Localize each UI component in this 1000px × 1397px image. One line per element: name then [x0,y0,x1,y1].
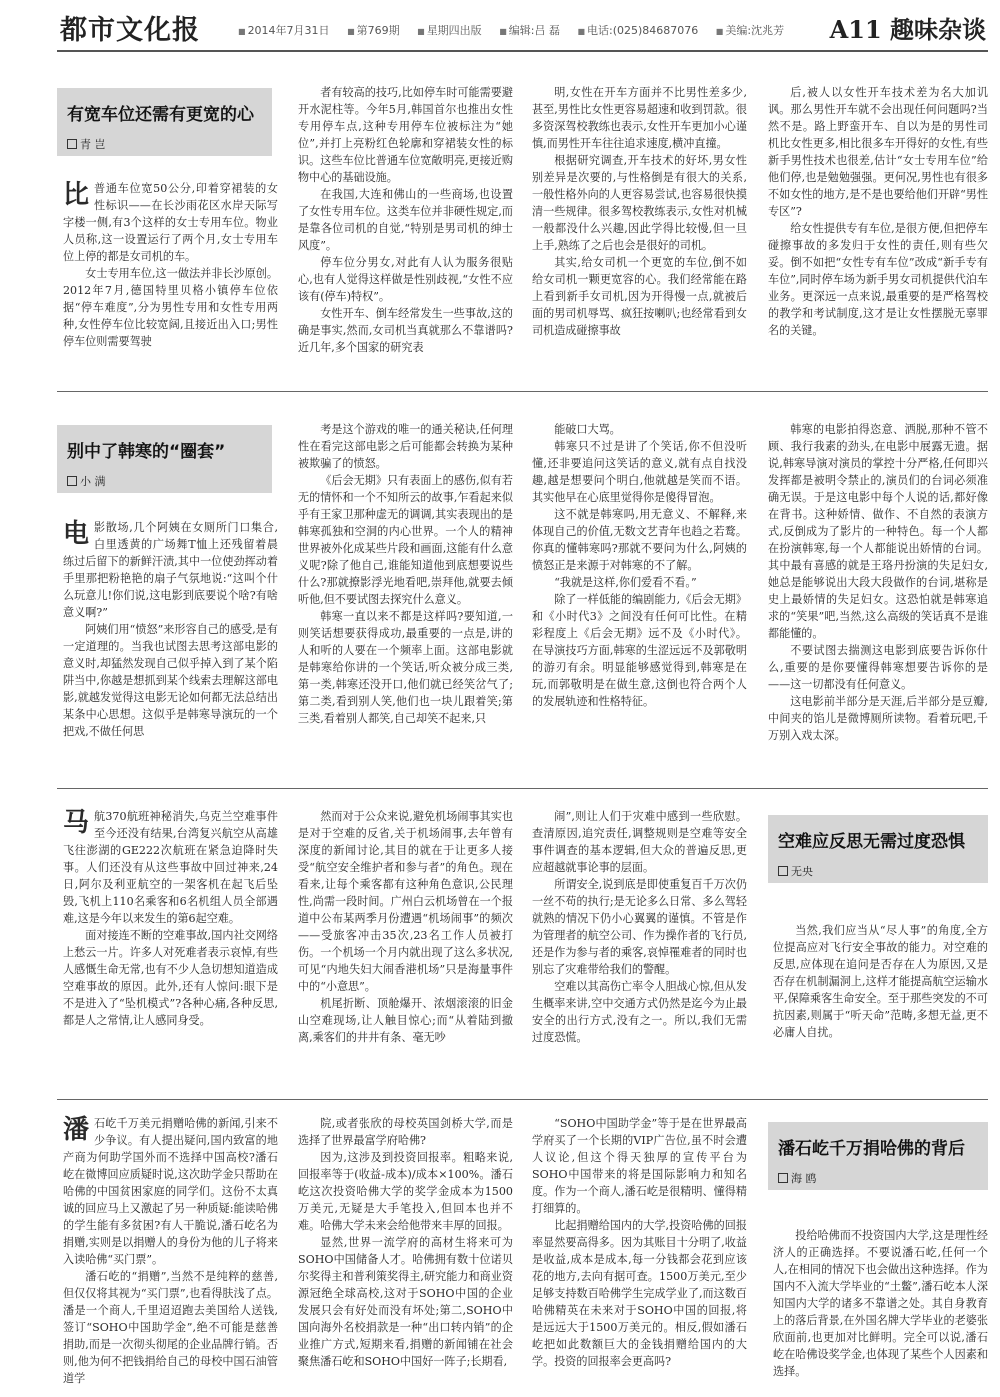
article-3-dropcap: 马 [63,808,90,838]
article-2-author: 小 满 [67,473,106,489]
issue-date: ■ 2014年7月31日 [238,24,330,37]
article-4-col-1-text [63,1115,278,1387]
article-2-title-box [57,425,272,493]
paragraph: 面对接连不断的空难事故,国内社交网络上愁云一片。许多人对死难者表示哀悼,有些人感慨生命无常,也有不少人急切想知道造成空难事故的原因。此外,还有人惊问:眼下是不是进入了“坠机模式”?各种心痛,各种反思,都是人之常情,让人感同身受。 [63,929,278,1027]
article-3-col-1-text [63,808,278,1029]
paragraph: 根据研究调查,开车技术的好坏,男女性别差异是次要的,与性格倒是有很大的关系,一般性格外向的人更容易尝试,也容易很快摸清一些规律。很多驾校教练表示,女性对机械一般都没什么兴趣,因此学得比较慢,但一旦上手,熟练了之后也会是很好的司机。 [532,154,747,252]
paragraph: 投给哈佛而不投资国内大学,这是理性经济人的正确选择。不要说潘石屹,任何一个人,在相同的情况下也会做出这种选择。作为国内不入流大学毕业的“土鳖”,潘石屹本人深知国内大学的诸多不靠谱之处。其自身教育上的落后背景,在外国名牌大学毕业的老婆张欣面前,也更加对比鲜明。完全可以说,潘石屹在哈佛设奖学金,也体现了某些个人因素和选择。 [773,1229,988,1378]
paragraph: 空难以其高伤亡率令人胆战心惊,但从发生概率来讲,空中交通方式仍然是迄今为止最安全的出行方式,没有之一。所以,我们无需过度恐慌。 [532,980,747,1044]
article-4-col-4 [773,1227,988,1393]
article-1-author: 青 岂 [67,136,106,152]
article-1-col-1-text [63,180,278,350]
paragraph: 《后会无期》只有表面上的感伤,似有若无的情怀和一个不知所云的故事,乍看起来似乎有王家卫那种虚无的调调,其实表现出的是韩寒孤独和空洞的内心世界。一个人的精神世界被外化成某些片段和画面,这能有什么意义呢?除了他自己,谁能知道他到底想要说些什么?那就撩影浮光地看吧,崇拜他,就要去倾听他,但不要试图去探究什么意义。 [298,474,513,606]
paragraph: 者有较高的技巧,比如停车时可能需要避开水泥柱等。今年5月,韩国首尔也推出女性专用停车点,这种专用停车位被标注为“她位”,并打上亮粉红色轮廓和穿裙装女性的标识。这些车位比普通车位宽敞明亮,更接近购物中心的基础设施。 [298,86,513,184]
paragraph: 不要试图去揣测这电影到底要告诉你什么,重要的是你要懂得韩寒想要告诉你的是——这一切都没有任何意义。 [768,644,988,691]
article-1-dropcap: 比 [63,180,90,210]
article-4-col-2 [298,1115,513,1393]
paragraph: 韩寒只不过是讲了个笑话,你不但没听懂,还非要追问这笑话的意义,就有点自找没趣,越是想要问个明白,他就越是笑而不语。其实他早在心底里觉得你是傻得冒泡。 [532,440,747,504]
newspaper-name: 都市文化报 [60,15,200,46]
paragraph: 机尾折断、顶舱爆开、浓烟滚滚的旧金山空难现场,让人触目惊心;而“从着陆到撤离,乘客们的井井有条、毫无吵 [298,997,513,1044]
issue-info [238,22,798,38]
article-3-col-4 [773,922,988,1062]
paragraph: 比起捐赠给国内的大学,投资哈佛的回报率显然要高得多。因为其账目十分明了,收益是收益,成本是成本,每一分钱都会花到应该花的地方,去向有据可查。1500万美元,至少足够支持数百哈佛学生完成学业了,而这数百哈佛精英在未来对于SOHO中国的回报,将是远远大于1500万美元的。相反,假如潘石屹把如此数额巨大的金钱捐赠给国内的大学。投资的回报率会更高吗? [532,1219,747,1368]
paragraph: “我就是这样,你们爱看不看。” [554,576,697,589]
paragraph: 院,或者张欣的母校英国剑桥大学,而是选择了世界最富学府哈佛? [298,1117,513,1147]
paragraph: 阿姨们用“愤怒”来形容自己的感受,是有一定道理的。当我也试图去思考这部电影的意义时,却猛然发现自己似乎掉入到了某个陷阱当中,你越是想抓到某个线索去理解这部电影,就越发觉得这电影无论如何都无法总结出某条中心思想。这似乎是韩寒导演玩的一个把戏,不做任何思 [63,623,278,738]
article-1-title: 有宽车位还需有更宽的心 [67,105,254,125]
article-1-col-4 [768,84,988,374]
paragraph: 在我国,大连和佛山的一些商场,也设置了女性专用车位。这类车位并非硬性规定,而是靠各位司机的自觉,“特别是男司机的绅士风度”。 [298,188,513,252]
article-3-title: 空难应反思无需过度恐惧 [778,832,965,852]
article-4-col-1 [63,1115,278,1393]
paragraph: 停车位分男女,对此有人认为服务很贴心,也有人觉得这样做是性别歧视,“女性不应该有(停车)特权”。 [298,256,513,303]
paragraph: 给女性提供专有车位,是很方便,但把停车碰擦事故的多发归于女性的责任,则有些欠妥。倒不如把“女性专有车位”改成“新手专有车位”,同时停车场为新手男女司机提供代泊车业务。更深远一点来说,最重要的是严格驾校的教学和考试制度,这才是让女性摆脱无辜罪名的关键。 [768,222,988,337]
article-2-dropcap: 电 [63,519,90,549]
article-1-col-1 [63,180,278,370]
article-4-title: 潘石屹千万捐哈佛的背后 [778,1139,965,1159]
article-4-author: 海 鸥 [778,1170,817,1186]
paragraph: 这不就是韩寒吗,用无意义、不解释,来体现自己的价值,无数文艺青年也趋之若鹜。你真的懂韩寒吗?那就不要问为什么,阿姨的愤怒正是来源于对韩寒的不了解。 [532,508,747,572]
article-4-title-box [768,1122,988,1190]
article-1-col-3 [532,84,747,374]
paragraph: 能破口大骂。 [554,423,621,436]
article-separator-1 [57,391,988,392]
paragraph: 闹”,则让人们于灾难中感到一些欣慰。查清原因,追究责任,调整规则是空难等安全事件调查的基本逻辑,但大众的普遍反思,更应超越就事论事的层面。 [532,810,747,874]
paragraph: 韩寒一直以来不都是这样吗?要知道,一则笑话想要获得成功,最重要的一点是,讲的人和听的人要在一个频率上面。这部电影就是韩寒给你讲的一个笑话,听众被分成三类,第一类,韩寒还没开口,他们就已经笑岔气了;第二类,看到别人笑,他们也一块儿跟着笑;第三类,看着别人都笑,自己却笑不起来,只 [298,610,513,725]
paragraph: 因为,这涉及到投资回报率。粗略来说,回报率等于(收益-成本)/成本×100%。潘石屹这次投资哈佛大学的奖学金成本为1500万美元,无疑是大手笔投入,但回本也并不难。哈佛大学未来会给他带来丰厚的回报。 [298,1151,513,1232]
paragraph: 潘石屹的“捐赠”,当然不是纯粹的慈善,但仅仅将其视为“买门票”,也看得肤浅了点。潘是一个商人,千里迢迢跑去美国给人送钱,签订“SOHO中国助学金”,绝不可能是慈善捐助,而是一次彻头彻尾的企业品牌行销。否则,他为何不把钱捐给自己的母校中国石油管道学 [63,1270,278,1385]
article-3-col-2 [298,808,513,1063]
issue-number: ■ 第769期 [347,24,400,37]
issue-phone: ■ 电话:(025)84687076 [577,24,698,37]
paragraph: 其实,给女司机一个更宽的车位,倒不如给女司机一颗更宽容的心。我们经常能在路上看到新手女司机,因为开得慢一点,就被后面的男司机辱骂、疯狂按喇叭;也经常看到女司机造成碰擦事故 [532,256,747,337]
paragraph: 普通车位宽50公分,印着穿裙装的女性标识——在长沙雨花区水岸天际写字楼一侧,有3个这样的女士专用车位。物业人员称,这一设置运行了两个月,女士专用车位上停的都是女司机的车。 [63,182,278,263]
paragraph: 影散场,几个阿姨在女厕所门口集合,白里透黄的广场舞T恤上还残留着晨练过后留下的新鲜汗渍,其中一位使劲挥动着手里那把粉艳艳的扇子气氛地说:“这叫个什么玩意儿!你们说,这电影到底要说个啥?有啥意义啊?” [63,521,278,619]
article-4-dropcap: 潘 [63,1115,90,1145]
paragraph: 然而对于公众来说,避免机场闹事其实也是对于空难的反省,关于机场闹事,去年曾有深度的新闻讨论,其目的就在于让更多人接受“航空安全维护者和参与者”的角色。现在看来,让每个乘客都有这种角色意识,公民理性,尚需一段时间。广州白云机场曾在一个报道中公布某两季月份遭遇“机场闹事”的频次——受旅客冲击35次,23名工作人员被打伤。一个机场一个月内就出现了这么多状况,可见“内地失妇大闹香港机场”只是海量事件中的“小意思”。 [298,810,513,993]
article-2-col-1 [63,519,278,749]
article-3-col-1 [63,808,278,1063]
article-3-title-box [768,815,988,883]
article-2-col-1-text [63,519,278,740]
paragraph: “SOHO中国助学金”等于是在世界最高学府买了一个长期的VIP广告位,虽不时会遭人议论,但这个得天独厚的宣传平台为SOHO中国带来的将是国际影响力和知名度。作为一个商人,潘石屹是很精明、懂得精打细算的。 [532,1117,747,1215]
paragraph: 考是这个游戏的唯一的通关秘诀,任何理性在看完这部电影之后可能都会转换为某种被欺骗了的愤怒。 [298,423,513,470]
masthead-rule [57,50,988,52]
article-1-col-2 [298,84,513,374]
article-separator-2 [57,788,988,789]
masthead [0,0,1000,58]
paragraph: 除了一样低能的编剧能力,《后会无期》和《小时代3》之间没有任何可比性。在精彩程度上《后会无期》远不及《小时代》。在导演技巧方面,韩寒的生涩远远不及郭敬明的游刃有余。明显能够感觉得到,韩寒是在玩,而郭敬明是在做生意,这倒也符合两个人的发展轨迹和性格特征。 [532,593,747,708]
article-2-col-3 [532,421,747,751]
article-1-title-box [57,88,272,156]
paragraph: 当然,我们应当从“尽人事”的角度,全方位提高应对飞行安全事故的能力。对空难的反思,应体现在追问是否存在人为原因,又是否存在机制漏洞上,这样才能提高航空运输水平,保障乘客生命安全。至于那些突发的不可抗因素,则属于“听天命”范畴,多想无益,更不必庸人自扰。 [773,924,988,1039]
paragraph: 这电影前半部分是天涯,后半部分是豆瓣,中间夹的馅儿是微博厕所读物。看着玩吧,千万别入戏太深。 [768,695,988,742]
issue-designer: ■ 美编:沈兆芳 [716,24,784,37]
paragraph: 女性开车、倒车经常发生一些事故,这的确是事实,然而,女司机当真就那么不靠谱吗?近几年,多个国家的研究表 [298,307,513,354]
article-separator-3 [57,1099,988,1100]
issue-edition: ■ 星期四出版 [417,24,482,37]
issue-editor: ■ 编辑:吕 磊 [499,24,560,37]
article-2-title: 别中了韩寒的“圈套” [67,442,226,462]
paragraph: 所谓安全,说到底是即使重复百千万次仍一丝不苟的执行;是无论多么日常、多么驾轻就熟的情况下仍小心翼翼的谨慎。不管是作为管理者的航空公司、作为操作者的飞行员,还是作为参与者的乘客,哀悼罹难者的同时也别忘了灾难带给我们的警醒。 [532,878,747,976]
page-section-label: A11 趣味杂谈 [829,15,986,44]
paragraph: 后,被人以女性开车技术差为名大加讥讽。那么男性开车就不会出现任何问题吗?当然不是。路上野蛮开车、自以为是的男性司机比女性更多,相比很多车开得好的女性,有些新手男性技术也很差,估计“女士专用车位”给他们停,也是勉勉强强。更何况,男性也有很多不如女性的地方,是不是也要给他们开辟“男性专区”? [768,86,988,218]
article-2-col-2 [298,421,513,751]
paragraph: 石屹千万美元捐赠哈佛的新闻,引来不少争议。有人提出疑问,国内致富的地产商为何助学国外而不选择中国高校?潘石屹在微博回应质疑时说,这次助学金只帮助在哈佛的中国贫困家庭的同学们。这份不太真诚的回应马上又激起了另一种质疑:能读哈佛的学生能有多贫困?有人干脆说,潘石屹名为捐赠,实则是以捐赠人的身份为他的儿子将来入读哈佛“买门票”。 [63,1117,278,1266]
paragraph: 航370航班神秘消失,乌克兰空难事件至今还没有结果,台湾复兴航空从高雄飞往澎湖的GE222次航班在紧急迫降时失事。人们还没有从这些事故中回过神来,24日,阿尔及利亚航空的一架客机在起飞后坠毁,飞机上110名乘客和6名机组人员全部遇难,这是今年以来发生的第6起空难。 [63,810,278,925]
paragraph: 显然,世界一流学府的高材生将来可为SOHO中国储备人才。哈佛拥有数十位诺贝尔奖得主和普利策奖得主,研究能力和商业资源冠绝全球高校,这对于SOHO中国的企业发展只会有好处而没有坏处;第二,SOHO中国向海外名校捐款是一种“出口转内销”的企业推广方式,短期来看,捐赠的新闻铺在社会聚焦潘石屹和SOHO中国好一阵子;长期看, [298,1236,513,1368]
article-4-col-3 [532,1115,747,1393]
article-3-col-3 [532,808,747,1063]
paragraph: 女士专用车位,这一做法并非长沙原创。2012年7月,德国特里贝格小镇停车位依据“停车难度”,分为男性专用和女性专用两种,女性停车位比较宽阔,且接近出入口;男性停车位则需要驾驶 [63,267,278,348]
paragraph: 韩寒的电影拍得恣意、洒脱,那种不管不顾、我行我素的劲头,在电影中展露无遗。据说,韩寒导演对演员的掌控十分严格,任何即兴发挥都是被明令禁止的,演员们的台词必须准确无误。于是这电影中每个人说的话,都好像在背书。这种娇情、做作、不自然的表演方式,反倒成为了影片的一种特色。每一个人都在扮演韩寒,每一个人都能说出娇情的台词。其中最有喜感的就是王珞丹扮演的失足妇女,她总是能够说出大段大段做作的台词,堪称是史上最娇情的失足妇女。这恐怕就是韩寒追求的“笑果”吧,当然,这么高级的笑话真不是谁都能懂的。 [768,423,988,640]
paragraph: 明,女性在开车方面并不比男性差多少,甚至,男性比女性更容易超速和收到罚款。很多资深驾校教练也表示,女性开车更加小心谨慎,而男性开车往往追求速度,横冲直撞。 [532,86,747,150]
article-3-author: 无央 [778,863,813,879]
article-2-col-4 [768,421,988,751]
